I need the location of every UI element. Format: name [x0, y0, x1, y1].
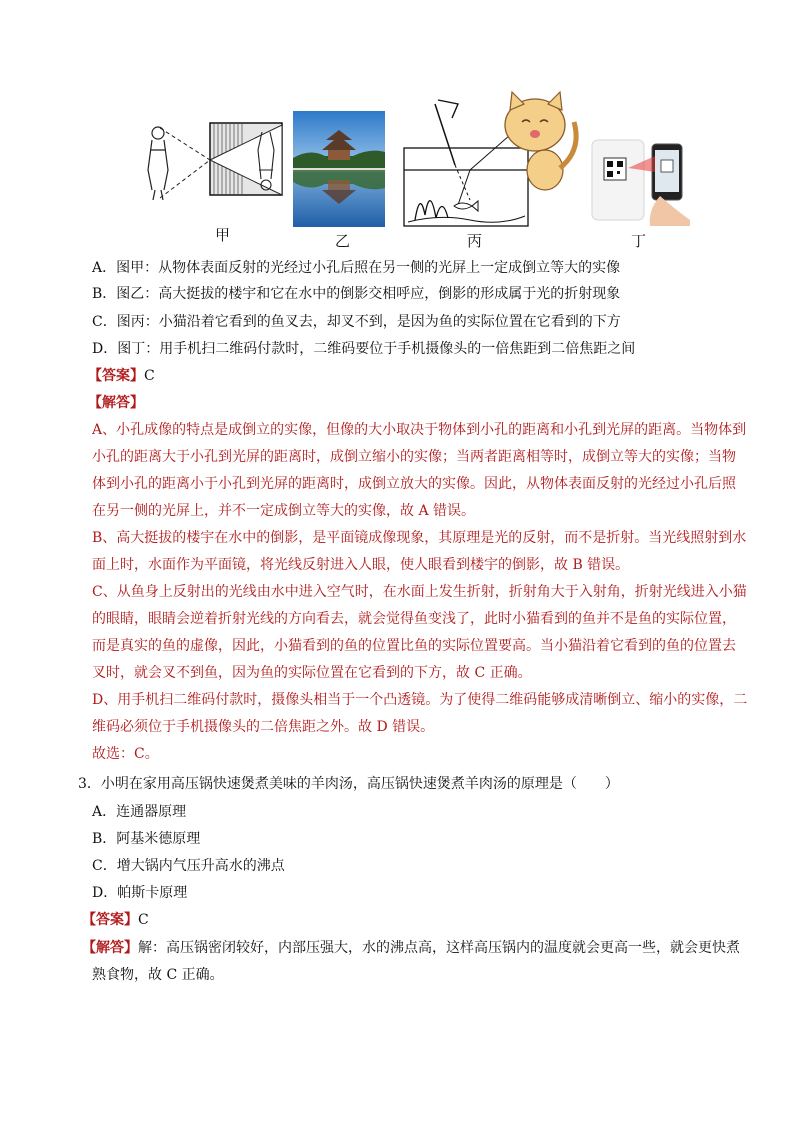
- q3-option-a: A．连通器原理: [92, 804, 187, 820]
- q3-explain: [82, 938, 740, 958]
- q3-answer-value: C: [138, 912, 149, 928]
- q2-option-c: C．图丙：小猫沿着它看到的鱼叉去，却叉不到，是因为鱼的实际位置在它看到的下方: [92, 314, 621, 330]
- q2-explain-line: D、用手机扫二维码付款时，摄像头相当于一个凸透镜。为了使得二维码能够成清晰倒立、缩小的实像，二: [92, 692, 748, 708]
- figure-row: [0, 0, 794, 260]
- figures-svg: [0, 0, 794, 260]
- q2-explain-line: 的眼睛，眼睛会逆着折射光线的方向看去，就会觉得鱼变浅了，此时小猫看到的鱼并不是鱼的实际位置，: [92, 611, 736, 627]
- caption-jia: 甲: [215, 226, 231, 244]
- q2-explain-line: 面上时，水面作为平面镜，将光线反射进入人眼，使人眼看到楼宇的倒影，故 B 错误。: [92, 557, 630, 573]
- q2-explain-line: A、小孔成像的特点是成倒立的实像，但像的大小取决于物体到小孔的距离和小孔到光屏的距离。当物体到: [92, 422, 747, 438]
- caption-yi: 乙: [335, 232, 351, 250]
- figure-ding-qr-scan: [592, 140, 690, 226]
- caption-ding: 丁: [631, 232, 647, 250]
- q2-explain-line: C、从鱼身上反射出的光线由水中进入空气时，在水面上发生折射，折射角大于入射角，折射光线进入小猫: [92, 584, 747, 600]
- q2-answer-label: 【答案】: [88, 368, 144, 384]
- figure-yi-reflection: [293, 111, 385, 227]
- q2-answer-value: C: [144, 368, 155, 384]
- q3-option-b: B．阿基米德原理: [92, 831, 201, 847]
- q2-answer: [88, 366, 155, 386]
- q3-explain-line: 熟食物，故 C 正确。: [92, 967, 224, 983]
- q3-explain-label: 【解答】: [82, 940, 138, 956]
- q2-option-d: D．图丁：用手机扫二维码付款时，二维码要位于手机摄像头的一倍焦距到二倍焦距之间: [92, 341, 636, 357]
- q2-explain-line: 在另一侧的光屏上，并不一定成倒立等大的实像，故 A 错误。: [92, 503, 476, 519]
- caption-bing: 丙: [467, 232, 483, 250]
- q2-explain-conclusion: 故选：C。: [92, 746, 159, 762]
- q2-explain-line: B、高大挺拔的楼宇在水中的倒影，是平面镜成像现象，其原理是光的反射，而不是折射。当光线照射到水: [92, 530, 747, 546]
- q2-option-b: B．图乙：高大挺拔的楼宇和它在水中的倒影交相呼应，倒影的形成属于光的折射现象: [92, 286, 621, 302]
- q3-option-d: D．帕斯卡原理: [92, 885, 188, 901]
- figure-bing-cat-fish: [404, 92, 576, 226]
- q2-explain-line: 而是真实的鱼的虚像，因此，小猫看到的鱼的位置比鱼的实际位置要高。当小猫沿着它看到的鱼的位置去: [92, 638, 736, 654]
- q3-option-c: C．增大锅内气压升高水的沸点: [92, 858, 285, 874]
- q3-explain-line: 解：高压锅密闭较好，内部压强大，水的沸点高，这样高压锅内的温度就会更高一些，就会更快煮: [138, 940, 740, 956]
- q2-explain-line: 体到小孔的距离小于小孔到光屏的距离时，成倒立放大的实像。因此，从物体表面反射的光经过小孔后照: [92, 476, 736, 492]
- figure-jia-pinhole: [148, 123, 282, 200]
- q2-explain-line: 叉时，就会叉不到鱼，因为鱼的实际位置在它看到的下方，故 C 正确。: [92, 665, 532, 681]
- q3-answer: [82, 910, 149, 930]
- q2-option-a: A．图甲：从物体表面反射的光经过小孔后照在另一侧的光屏上一定成倒立等大的实像: [92, 260, 621, 276]
- q3-answer-label: 【答案】: [82, 912, 138, 928]
- q3-stem: 3．小明在家用高压锅快速煲煮美味的羊肉汤，高压锅快速煲煮羊肉汤的原理是（ ）: [78, 776, 619, 792]
- q2-explain-line: 维码必须位于手机摄像头的二倍焦距之外。故 D 错误。: [92, 719, 435, 735]
- q2-explain-label: 【解答】: [88, 395, 144, 411]
- q2-explain-line: 小孔的距离大于小孔到光屏的距离时，成倒立缩小的实像；当两者距离相等时，成倒立等大的实像；当物: [92, 449, 736, 465]
